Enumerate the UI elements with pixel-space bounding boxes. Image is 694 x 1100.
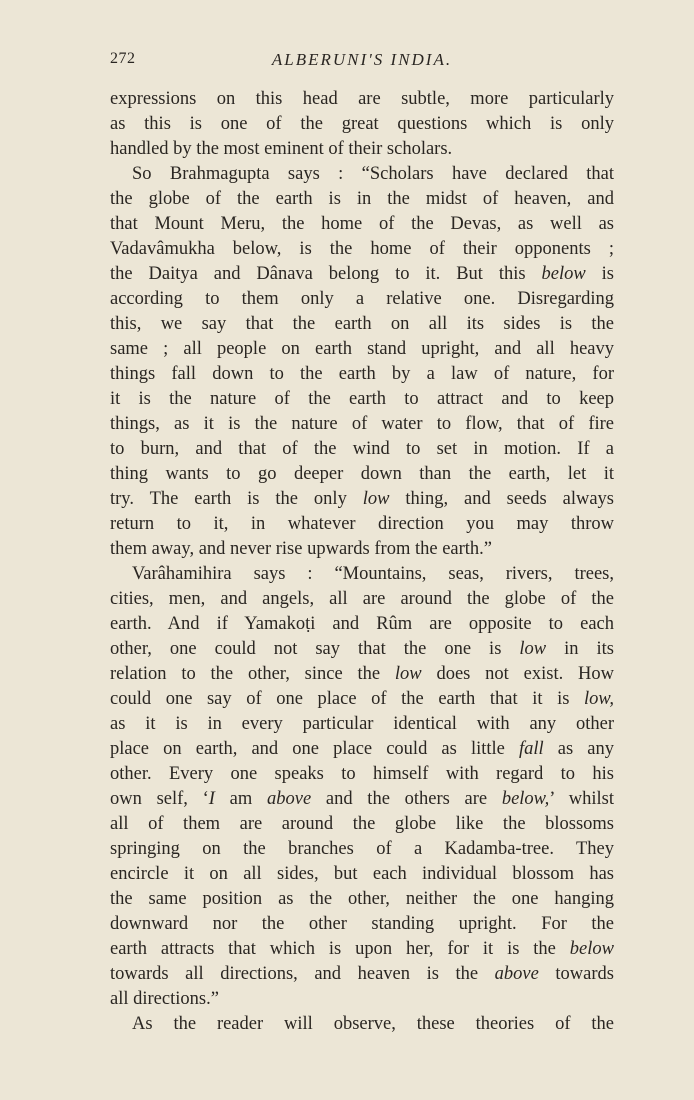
text-segment: place on earth, and one place could as little bbox=[110, 739, 519, 759]
text-segment: things fall down to the earth by a law of nature, for bbox=[110, 364, 614, 384]
body-text bbox=[110, 87, 614, 1037]
text-line bbox=[110, 462, 614, 487]
text-line bbox=[110, 287, 614, 312]
text-segment: return to it, in whatever direction you may throw bbox=[110, 514, 614, 534]
text-segment: towards all directions, and heaven is the bbox=[110, 964, 495, 984]
text-segment: handled by the most eminent of their scholars. bbox=[110, 139, 453, 159]
italic-text: above bbox=[494, 964, 539, 984]
text-segment: the globe of the earth is in the midst of heaven, and bbox=[110, 189, 614, 209]
text-line bbox=[110, 787, 614, 812]
text-segment: thing wants to go deeper down than the earth, let it bbox=[110, 464, 614, 484]
text-line bbox=[110, 837, 614, 862]
text-segment: and the others are bbox=[311, 789, 502, 809]
italic-text: low, bbox=[584, 689, 614, 709]
text-segment: cities, men, and angels, all are around the globe of the bbox=[110, 589, 614, 609]
text-segment: as this is one of the great questions which is only bbox=[110, 114, 614, 134]
text-segment: thing, and seeds always bbox=[389, 489, 614, 509]
italic-text: low bbox=[362, 489, 390, 509]
text-line bbox=[110, 437, 614, 462]
text-segment: As the reader will observe, these theories of the bbox=[132, 1014, 614, 1034]
text-segment: encircle it on all sides, but each individual blossom has bbox=[110, 864, 614, 884]
text-segment: springing on the branches of a Kadamba-tree. They bbox=[110, 839, 614, 859]
text-segment: expressions on this head are subtle, more particularly bbox=[110, 89, 614, 109]
text-line bbox=[110, 137, 614, 162]
page-number: 272 bbox=[110, 50, 136, 67]
text-segment: things, as it is the nature of water to flow, that of fire bbox=[110, 414, 614, 434]
text-segment: that Mount Meru, the home of the Devas, as well as bbox=[110, 214, 614, 234]
italic-text: below bbox=[541, 264, 586, 284]
italic-text: below, bbox=[501, 789, 550, 809]
page-header bbox=[110, 50, 614, 76]
text-segment: the same position as the other, neither the one hanging bbox=[110, 889, 614, 909]
text-segment: Varâhamihira says : “Mountains, seas, rivers, trees, bbox=[132, 564, 614, 584]
text-segment: ’ whilst bbox=[549, 789, 614, 809]
text-line bbox=[110, 762, 614, 787]
text-line bbox=[110, 862, 614, 887]
text-segment: So Brahmagupta says : “Scholars have declared that bbox=[132, 164, 614, 184]
text-segment: could one say of one place of the earth that it is bbox=[110, 689, 585, 709]
text-line bbox=[110, 562, 614, 587]
text-line bbox=[110, 187, 614, 212]
text-segment: does not exist. How bbox=[421, 664, 614, 684]
text-segment: Vadavâmukha below, is the home of their opponents ; bbox=[110, 239, 614, 259]
italic-text: low bbox=[519, 639, 547, 659]
text-segment: other, one could not say that the one is bbox=[110, 639, 520, 659]
text-segment: same ; all people on earth stand upright, and all heavy bbox=[110, 339, 614, 359]
text-line bbox=[110, 737, 614, 762]
text-line bbox=[110, 112, 614, 137]
text-segment: in its bbox=[546, 639, 614, 659]
text-segment: own self, ‘ bbox=[110, 789, 209, 809]
text-segment: other. Every one speaks to himself with regard to his bbox=[110, 764, 614, 784]
text-line bbox=[110, 262, 614, 287]
text-segment: this, we say that the earth on all its sides is the bbox=[110, 314, 614, 334]
text-line bbox=[110, 712, 614, 737]
text-segment: as it is in every particular identical with any other bbox=[110, 714, 614, 734]
text-line bbox=[110, 612, 614, 637]
text-line bbox=[110, 212, 614, 237]
italic-text: above bbox=[266, 789, 312, 809]
text-line bbox=[110, 912, 614, 937]
text-line bbox=[110, 987, 614, 1012]
text-segment: as any bbox=[543, 739, 614, 759]
text-line bbox=[110, 487, 614, 512]
text-line bbox=[110, 87, 614, 112]
text-line bbox=[110, 337, 614, 362]
text-line bbox=[110, 587, 614, 612]
text-line bbox=[110, 362, 614, 387]
text-line bbox=[110, 387, 614, 412]
text-segment: it is the nature of the earth to attract and to keep bbox=[110, 389, 614, 409]
text-segment: all of them are around the globe like the blossoms bbox=[110, 814, 614, 834]
text-line bbox=[110, 537, 614, 562]
running-title: ALBERUNI'S INDIA. bbox=[271, 50, 453, 69]
italic-text: I bbox=[208, 789, 215, 809]
text-line bbox=[110, 662, 614, 687]
text-line bbox=[110, 1012, 614, 1037]
text-segment: the Daitya and Dânava belong to it. But this bbox=[110, 264, 542, 284]
text-segment: am bbox=[214, 789, 267, 809]
italic-text: below bbox=[569, 939, 614, 959]
italic-text: fall bbox=[518, 739, 544, 759]
italic-text: low bbox=[394, 664, 422, 684]
text-segment: try. The earth is the only bbox=[110, 489, 363, 509]
text-line bbox=[110, 937, 614, 962]
text-segment: is bbox=[585, 264, 614, 284]
text-segment: towards bbox=[538, 964, 614, 984]
text-segment: earth. And if Yamakoṭi and Rûm are opposite to each bbox=[110, 614, 614, 634]
text-line bbox=[110, 812, 614, 837]
text-line bbox=[110, 637, 614, 662]
text-line bbox=[110, 312, 614, 337]
text-line bbox=[110, 512, 614, 537]
text-line bbox=[110, 412, 614, 437]
text-line bbox=[110, 962, 614, 987]
text-segment: all directions.” bbox=[110, 989, 219, 1009]
text-line bbox=[110, 887, 614, 912]
text-segment: to burn, and that of the wind to set in motion. If a bbox=[110, 439, 614, 459]
text-line bbox=[110, 237, 614, 262]
text-line bbox=[110, 162, 614, 187]
text-line bbox=[110, 687, 614, 712]
text-segment: downward nor the other standing upright. For the bbox=[110, 914, 614, 934]
text-segment: them away, and never rise upwards from the earth.” bbox=[110, 539, 493, 559]
text-segment: relation to the other, since the bbox=[110, 664, 395, 684]
text-segment: earth attracts that which is upon her, for it is the bbox=[110, 939, 570, 959]
text-segment: according to them only a relative one. Disregarding bbox=[110, 289, 614, 309]
